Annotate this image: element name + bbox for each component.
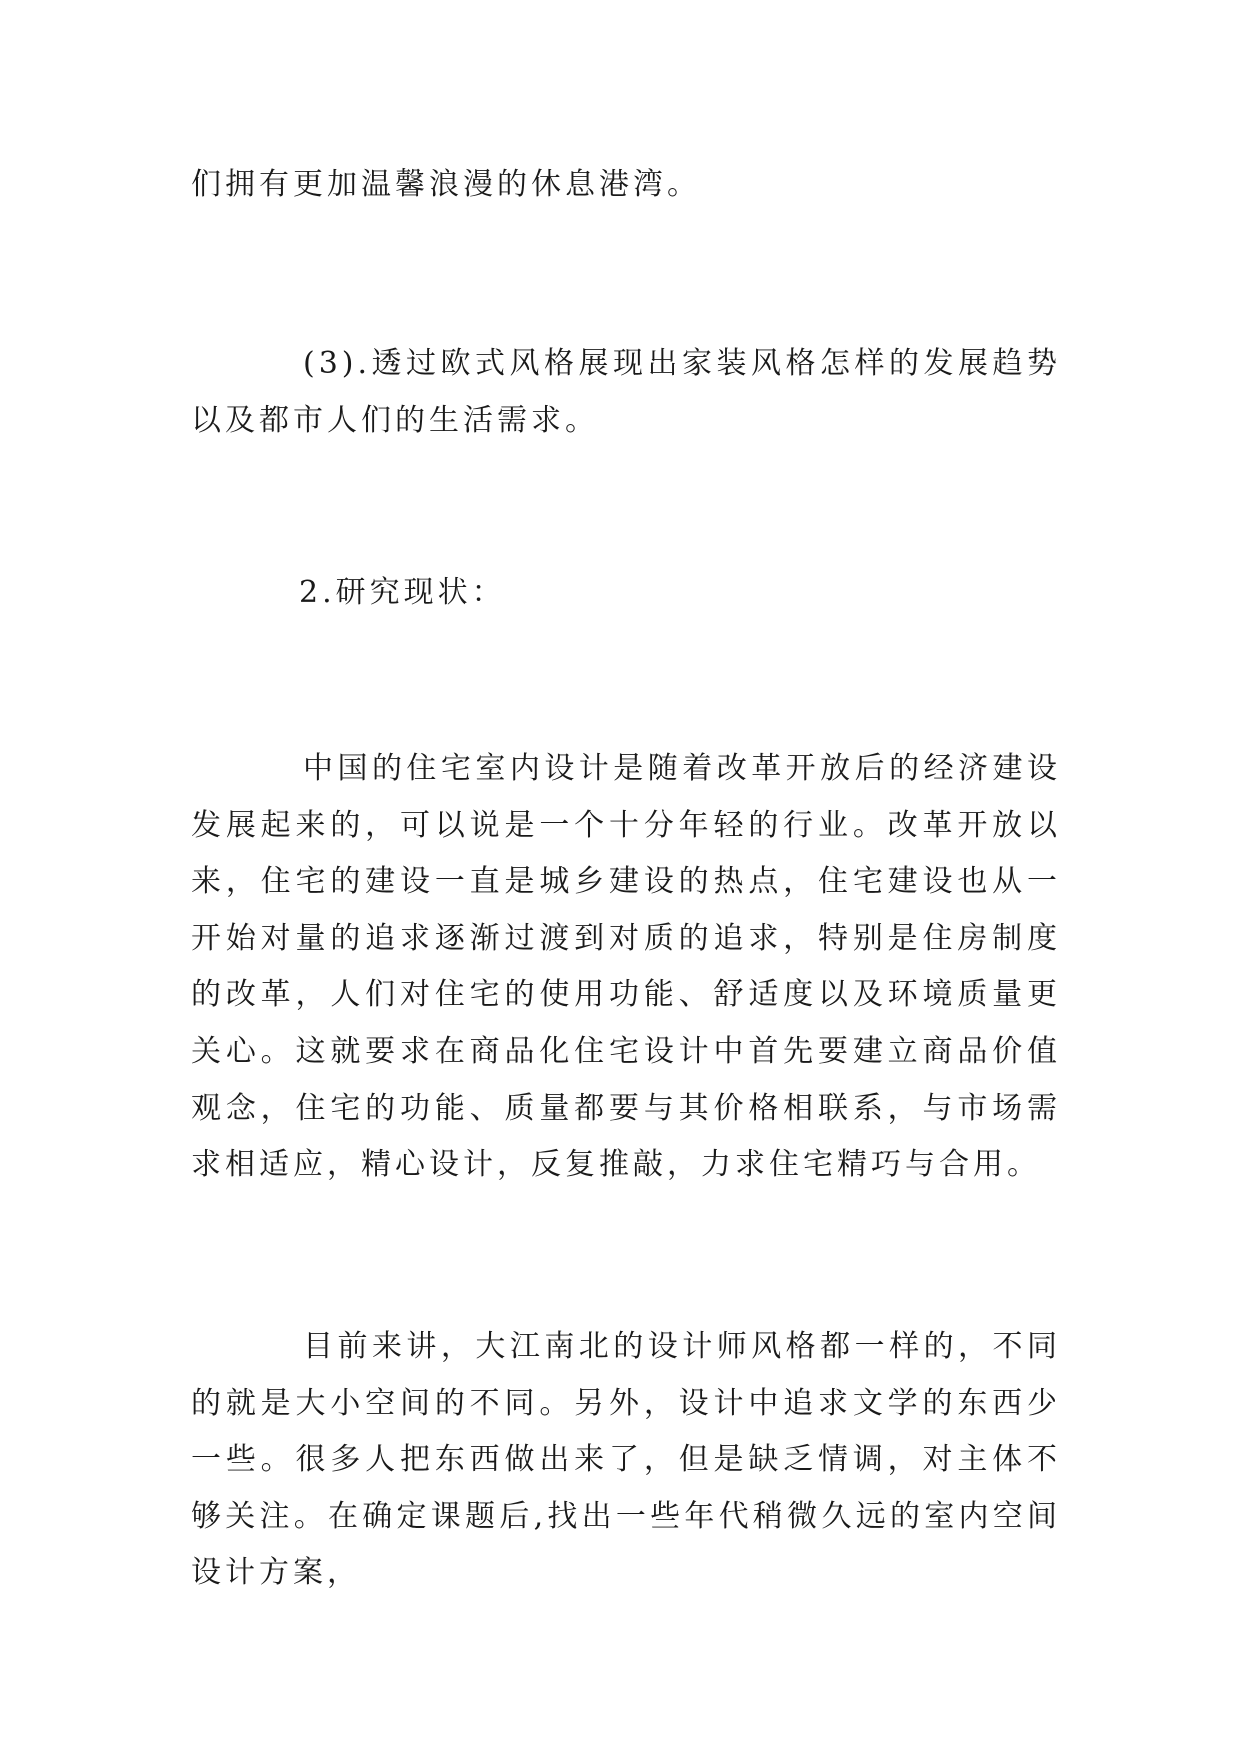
paragraph-objective-3: (3).透过欧式风格展现出家装风格怎样的发展趋势以及都市人们的生活需求。 [191,346,1061,438]
paragraph-research-status-2: 目前来讲，大江南北的设计师风格都一样的，不同的就是大小空间的不同。另外，设计中追求文学的东西少一些。很多人把东西做出来了，但是缺乏情调，对主体不够关注。在确定课题后,找出一些年代稍微久远的室内空间设计方案， [191,1329,1061,1591]
section-heading-research-status: 2.研究现状： [299,575,506,610]
paragraph-research-status-1: 中国的住宅室内设计是随着改革开放后的经济建设发展起来的，可以说是一个十分年轻的行业。改革开放以来，住宅的建设一直是城乡建设的热点，住宅建设也从一开始对量的追求逐渐过渡到对质的追求，特别是住房制度的改革，人们对住宅的使用功能、舒适度以及环境质量更关心。这就要求在商品化住宅设计中首先要建立商品价值观念，住宅的功能、质量都要与其价格相联系，与市场需求相适应，精心设计，反复推敲，力求住宅精巧与合用。 [191,751,1061,1183]
paragraph-continuation: 们拥有更加温馨浪漫的休息港湾。 [191,167,701,202]
